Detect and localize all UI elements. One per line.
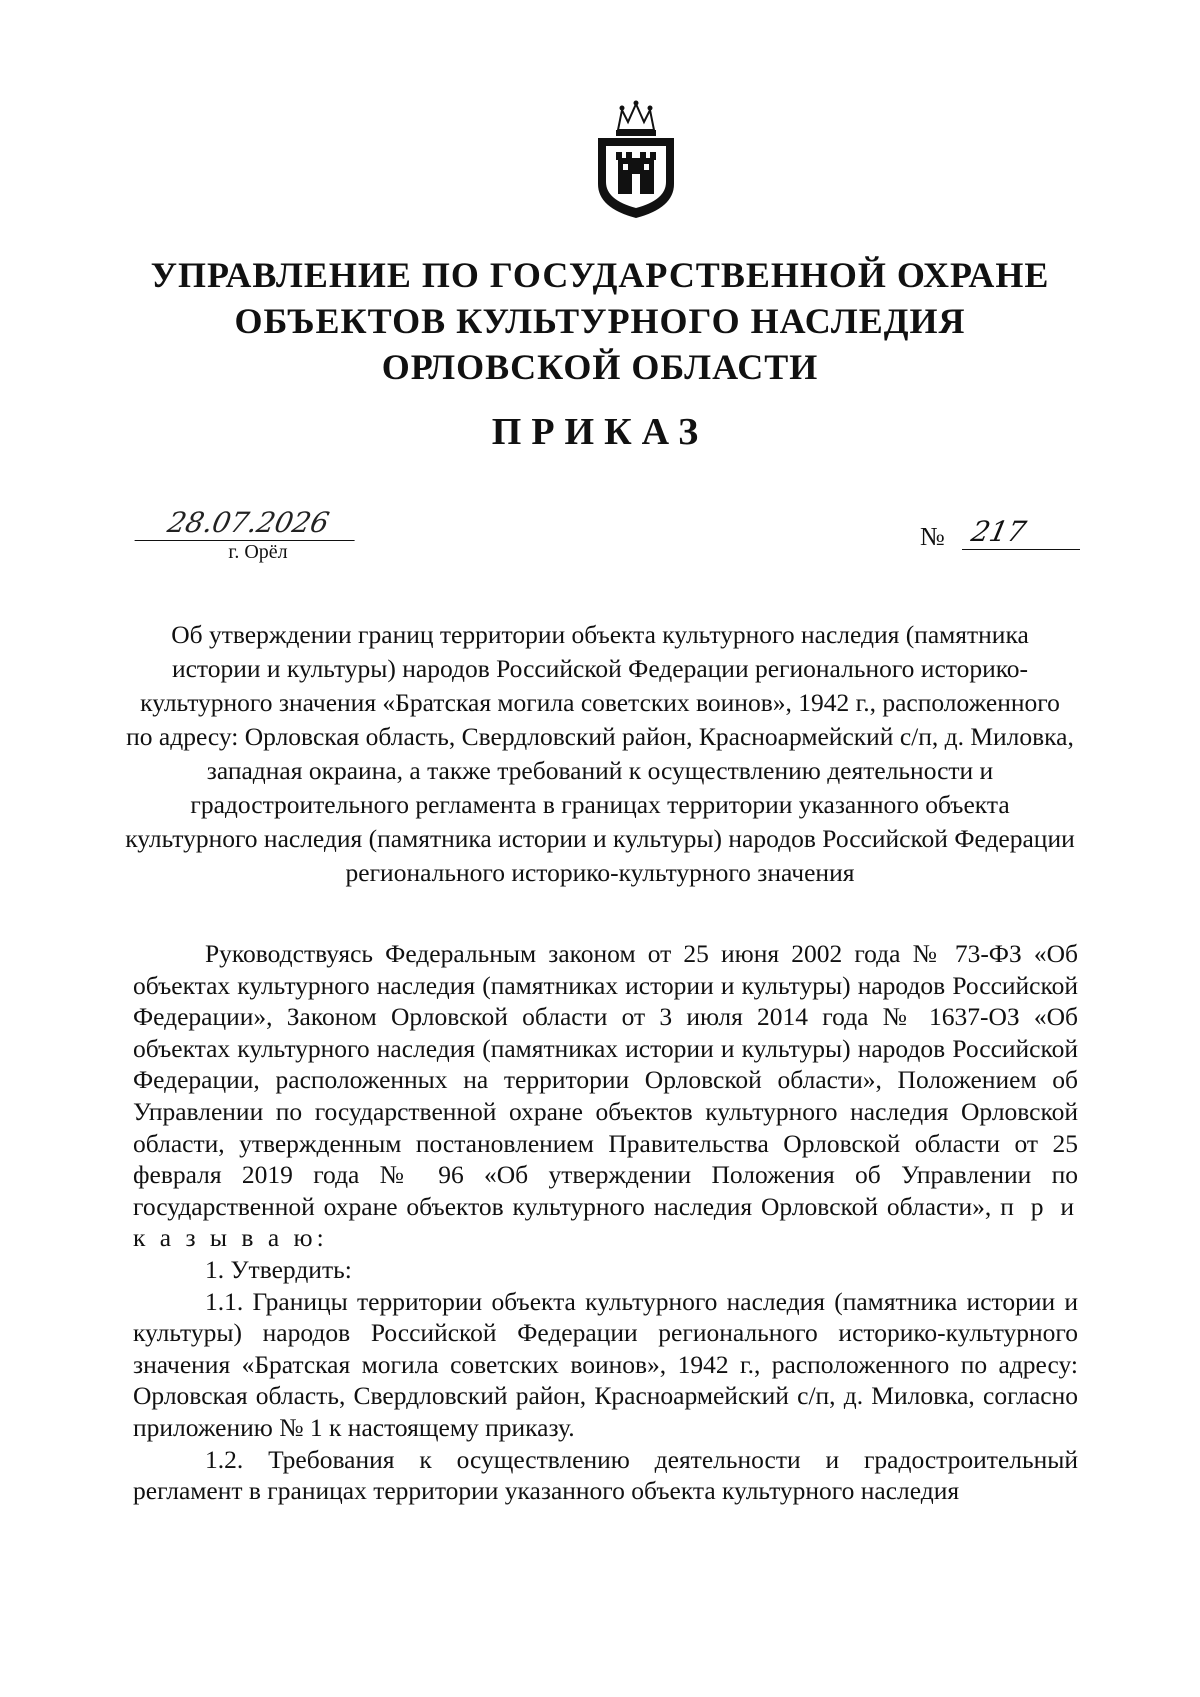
- coat-of-arms-icon: [588, 100, 684, 220]
- order-body: [133, 938, 1078, 1507]
- number-underline: [962, 549, 1080, 550]
- org-name-line-3: ОРЛОВСКОЙ ОБЛАСТИ: [381, 347, 819, 387]
- org-name-line-2: ОБЪЕКТОВ КУЛЬТУРНОГО НАСЛЕДИЯ: [234, 301, 966, 341]
- item-1-1: 1.1. Границы территории объекта культурного наследия (памятника истории и культуры) народов Российской Федерации регионального историко-культурного значения «Братская могила советских воинов», 1942 г., расположенного по адресу: Орловская область, Свердловский район, Красноармейский с/п, д. Миловка, согласно приложению № 1 к настоящему приказу.: [133, 1286, 1078, 1442]
- order-title: Об утверждении границ территории объекта культурного наследия (памятника истории и культуры) народов Российской Федерации регионального историко-культурного значения «Братская могила советских воинов», 1942 г., расположенного по адресу: Орловская область, Свердловский район, Красноармейский с/п, д. Миловка, западная окраина, а также требований к осуществлению деятельности и градостроительного регламента в границах территории указанного объекта культурного наследия (памятника истории и культуры) народов Российской Федерации регионального историко-культурного значения: [125, 620, 1075, 887]
- number-block: [920, 515, 1080, 554]
- order-word: п р и к а з ы в а ю:: [133, 1191, 1079, 1253]
- number-sign: №: [920, 522, 945, 551]
- city: г. Орёл: [228, 541, 288, 563]
- item-1-2: 1.2. Требования к осуществлению деятельности и градостроительный регламент в границах территории указанного объекта культурного наследия: [133, 1444, 1078, 1506]
- item-1: 1. Утвердить:: [205, 1254, 352, 1284]
- organization-name: [120, 252, 1080, 390]
- preamble-text: Руководствуясь Федеральным законом от 25 июня 2002 года № 73-ФЗ «Об объектах культурного наследия (памятниках истории и культуры) народов Российской Федерации», Законом Орловской области от 3 июля 2014 года № 1637-ОЗ «Об объектах культурного наследия (памятниках истории и культуры) народов Российской Федерации, расположенных на территории Орловской области», Положением об Управлении по государственной охране объектов культурного наследия Орловской области, утвержденным постановлением Правительства Орловской области от 25 февраля 2019 года № 96 «Об утверждении Положения об Управлении по государственной охране объектов культурного наследия Орловской области»,: [133, 939, 1078, 1221]
- handwritten-date: 28.07.2026: [134, 508, 361, 541]
- date-block: [138, 508, 358, 564]
- preamble-paragraph: [133, 938, 1078, 1254]
- org-name-line-1: УПРАВЛЕНИЕ ПО ГОСУДАРСТВЕННОЙ ОХРАНЕ: [150, 255, 1050, 295]
- document-type: ПРИКАЗ: [491, 411, 709, 453]
- handwritten-number: 217: [968, 515, 1029, 548]
